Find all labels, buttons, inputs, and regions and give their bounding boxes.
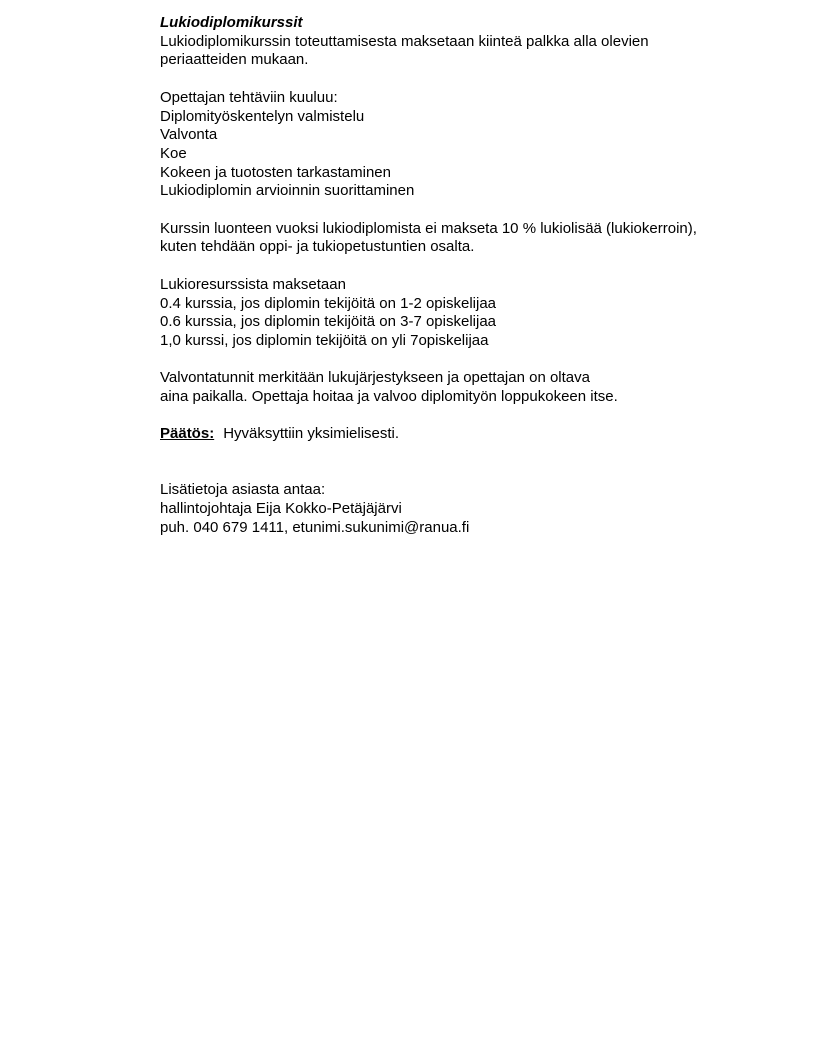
blank-line (160, 444, 790, 463)
text-block (160, 14, 790, 538)
text-line: Lukiodiplomin arvioinnin suorittaminen (160, 182, 415, 200)
text-line: Lisätietoja asiasta antaa: (160, 481, 326, 499)
text-line: 1,0 kurssi, jos diplomin tekijöitä on yli 7opiskelijaa (160, 331, 489, 349)
decision-line (160, 425, 790, 444)
text-line: kuten tehdään oppi- ja tukiopetustuntien osalta. (160, 238, 475, 256)
blank-line (160, 463, 790, 482)
text-line: puh. 040 679 1411, etunimi.sukunimi@ranua.fi (160, 518, 470, 536)
text-line: Opettajan tehtäviin kuuluu: (160, 88, 338, 106)
decision-text: Hyväksyttiin yksimielisesti. (223, 425, 400, 443)
text-line: hallintojohtaja Eija Kokko-Petäjäjärvi (160, 500, 402, 518)
text-line: aina paikalla. Opettaja hoitaa ja valvoo diplomityön loppukokeen itse. (160, 388, 618, 405)
text-line: 0.4 kurssia, jos diplomin tekijöitä on 1-2 opiskelijaa (160, 294, 497, 312)
document-title: Lukiodiplomikurssit (160, 14, 303, 31)
text-line: Lukiodiplomikurssin toteuttamisesta maksetaan kiinteä palkka alla olevien (160, 32, 649, 50)
text-line: Kurssin luonteen vuoksi lukiodiplomista ei makseta 10 % lukiolisää (lukiokerroin), (160, 219, 697, 237)
blank-line (160, 351, 790, 370)
blank-line (160, 70, 790, 89)
text-line: Koe (160, 144, 187, 162)
text-line: Lukioresurssista maksetaan (160, 275, 346, 293)
text-line: Valvonta (160, 126, 218, 144)
decision-label: Päätös: (160, 425, 215, 443)
text-line: Kokeen ja tuotosten tarkastaminen (160, 163, 391, 181)
text-line: Valvontatunnit merkitään lukujärjestykseen ja opettajan on oltava (160, 369, 590, 387)
blank-line (160, 257, 790, 276)
blank-line (160, 407, 790, 426)
text-line: 0.6 kurssia, jos diplomin tekijöitä on 3-7 opiskelijaa (160, 313, 497, 331)
text-line: periaatteiden mukaan. (160, 51, 309, 69)
blank-line (160, 201, 790, 220)
text-line: Diplomityöskentelyn valmistelu (160, 107, 365, 125)
